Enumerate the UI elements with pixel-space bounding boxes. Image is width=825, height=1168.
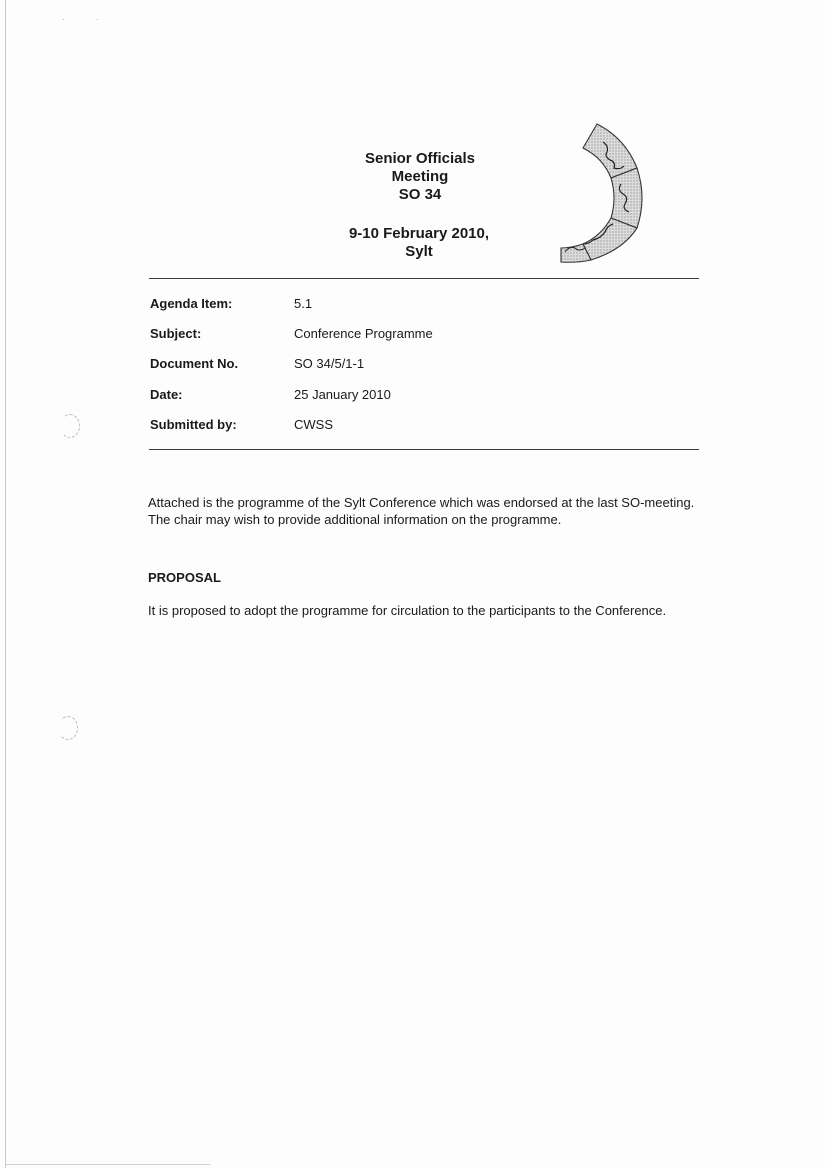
punch-hole-icon (58, 716, 78, 740)
meta-label: Date: (150, 387, 183, 402)
meeting-title-line: Senior Officials (364, 150, 476, 167)
scan-left-edge (5, 0, 6, 1168)
scan-specks: · · (62, 14, 113, 24)
meeting-title (330, 150, 510, 204)
meta-divider (149, 449, 699, 450)
meta-label: Subject: (150, 326, 202, 341)
header-divider (149, 278, 699, 279)
meta-row-submitted-by (150, 416, 690, 434)
meta-row-agenda-item (150, 295, 690, 313)
punch-hole-icon (60, 414, 80, 438)
meta-label: Document No. (150, 356, 239, 371)
wadden-sea-map-logo-icon (555, 120, 655, 265)
meeting-date (310, 225, 528, 261)
meta-row-document-no (150, 355, 690, 373)
meta-value: SO 34/5/1-1 (294, 356, 365, 371)
meta-value: CWSS (294, 417, 333, 432)
meta-row-date (150, 386, 690, 404)
meeting-title-line: SO 34 (398, 186, 442, 203)
meta-value: 5.1 (294, 296, 313, 311)
meta-label: Submitted by: (150, 417, 237, 432)
meeting-date-line: 9-10 February 2010, (348, 225, 490, 242)
meeting-date-line: Sylt (405, 243, 433, 260)
proposal-heading: PROPOSAL (148, 570, 221, 585)
proposal-paragraph: It is proposed to adopt the programme for circulation to the participants to the Conference. (148, 603, 667, 618)
meta-value: Conference Programme (294, 326, 433, 341)
meta-row-subject (150, 325, 690, 343)
meta-value: 25 January 2010 (294, 387, 391, 402)
scan-bottom-edge (5, 1164, 210, 1165)
meta-label: Agenda Item: (150, 296, 233, 311)
intro-paragraph: Attached is the programme of the Sylt Conference which was endorsed at the last SO-meeting. The chair may wish to provide additional information on the programme. (148, 495, 695, 527)
meeting-title-line: Meeting (391, 168, 449, 185)
